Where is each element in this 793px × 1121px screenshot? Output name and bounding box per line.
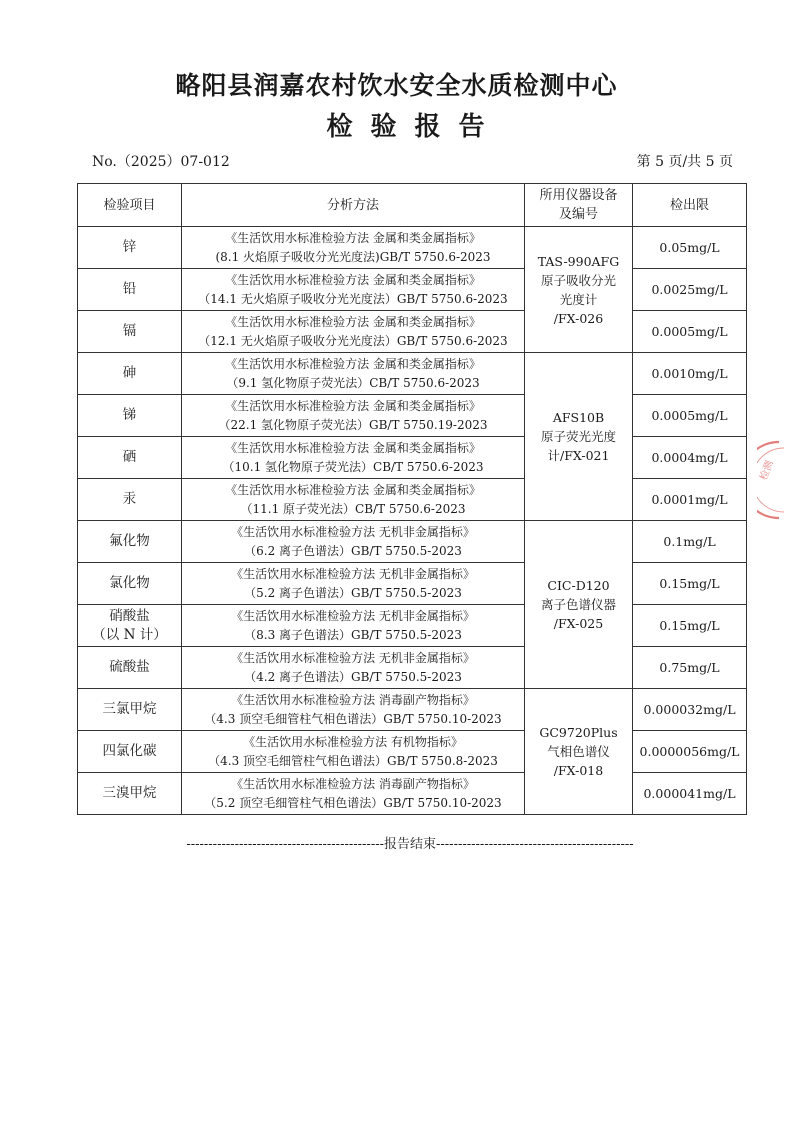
table-row [78,773,747,815]
test-item-cell [78,521,182,563]
detection-limit-cell: 0.0005mg/L [633,395,747,437]
instrument-text: 原子荧光光度 [540,429,616,444]
test-item-text: 硝酸盐 [109,607,150,624]
table-row [78,395,747,437]
test-item-text: 铅 [122,281,137,297]
detection-limit-cell: 0.0005mg/L [633,311,747,353]
method-text: （4.3 顶空毛细管柱气相色谱法）GB/T 5750.10-2023 [204,711,502,726]
table-row [78,731,747,773]
method-text: 《生活饮用水标准检验方法 金属和类金属指标》 [225,272,481,287]
test-item-cell [78,731,182,773]
instrument-text: 原子吸收分光 [540,272,616,288]
table-row [78,269,747,311]
header-method: 分析方法 [182,184,525,227]
test-item-text: 砷 [122,365,137,381]
detection-limit-cell: 0.000032mg/L [633,689,747,731]
detection-limit-cell: 0.0025mg/L [633,269,747,311]
method-text: （9.1 氢化物原子荧光法）CB/T 5750.6-2023 [226,375,480,390]
table-row [78,479,747,521]
detection-limit-cell: 0.0004mg/L [633,437,747,479]
method-text: 《生活饮用水标准检验方法 无机非金属指标》 [231,608,475,623]
test-item-cell [78,311,182,353]
method-cell [182,479,525,521]
test-item-cell [78,227,182,269]
detection-limit-cell: 0.0000056mg/L [633,731,747,773]
method-text: 《生活饮用水标准检验方法 金属和类金属指标》 [225,398,481,413]
detection-limit-cell: 0.000041mg/L [633,773,747,815]
method-cell [182,773,525,815]
table-row [78,353,747,395]
table-row [78,437,747,479]
header-instrument: 所用仪器设备及编号 [525,184,633,227]
method-cell [182,227,525,269]
detection-limit-cell: 0.0010mg/L [633,353,747,395]
method-text: 《生活饮用水标准检验方法 无机非金属指标》 [231,650,475,665]
header-item: 检验项目 [78,184,182,227]
instrument-text: AFS10B [552,410,605,425]
test-item-text: 三溴甲烷 [102,785,157,801]
test-item-text: 锌 [122,239,137,255]
method-text: （4.2 离子色谱法）GB/T 5750.5-2023 [244,669,462,684]
method-text: （12.1 无火焰原子吸收分光光度法）GB/T 5750.6-2023 [198,333,508,348]
instrument-text: /FX-026 [553,310,604,326]
method-cell [182,311,525,353]
method-text: （5.2 离子色谱法）GB/T 5750.5-2023 [244,585,462,600]
detection-limit-cell: 0.1mg/L [633,521,747,563]
instrument-cell [525,227,633,353]
instrument-text: 计/FX-021 [547,448,610,463]
test-item-cell [78,395,182,437]
instrument-text: /FX-018 [553,763,604,778]
test-item-text: 四氯化碳 [102,743,157,759]
method-cell [182,731,525,773]
report-end-line: ---------------------------------------------报告结束--------------------------------------------- [186,837,634,852]
method-text: （22.1 氢化物原子荧光法）GB/T 5750.19-2023 [218,417,488,432]
report-subtitle: 检验报告 [326,112,503,142]
header-limit: 检出限 [633,184,747,227]
method-text: 《生活饮用水标准检验方法 金属和类金属指标》 [225,440,481,455]
table-row [78,311,747,353]
test-item-text: 氯化物 [109,575,150,591]
instrument-text: /FX-025 [553,616,604,631]
detection-limit-cell: 0.15mg/L [633,605,747,647]
test-item-text: 三氯甲烷 [102,701,157,717]
method-text: （8.3 离子色谱法）GB/T 5750.5-2023 [244,627,462,642]
method-text: （6.2 离子色谱法）GB/T 5750.5-2023 [244,543,462,558]
report-number: No.（2025）07-012 [92,154,230,170]
method-text: （5.2 顶空毛细管柱气相色谱法）GB/T 5750.10-2023 [204,795,502,810]
method-cell [182,269,525,311]
test-item-text: 硒 [122,449,137,465]
test-item-text: 氟化物 [109,533,150,549]
method-text: 《生活饮用水标准检验方法 消毒副产物指标》 [231,692,475,707]
table-row [78,227,747,269]
test-item-cell [78,353,182,395]
method-text: （11.1 原子荧光法）CB/T 5750.6-2023 [240,501,466,516]
test-item-text: （以 N 计） [92,626,167,643]
method-text: 《生活饮用水标准检验方法 金属和类金属指标》 [225,314,481,329]
table-row [78,521,747,563]
test-item-cell [78,269,182,311]
method-text: （4.3 顶空毛细管柱气相色谱法）GB/T 5750.8-2023 [208,753,498,768]
table-row [78,647,747,689]
method-text: 《生活饮用水标准检验方法 有机物指标》 [243,734,463,749]
instrument-text: 气相色谱仪 [547,744,610,759]
table-header-row [78,184,747,227]
method-cell [182,353,525,395]
method-text: 《生活饮用水标准检验方法 金属和类金属指标》 [225,482,481,497]
table-row [78,689,747,731]
method-text: 《生活饮用水标准检验方法 金属和类金属指标》 [225,356,481,371]
instrument-cell [525,521,633,689]
method-text: 《生活饮用水标准检验方法 消毒副产物指标》 [231,776,475,791]
method-cell [182,395,525,437]
instrument-cell [525,353,633,521]
method-text: 《生活饮用水标准检验方法 无机非金属指标》 [231,566,475,581]
test-item-cell [78,647,182,689]
test-item-cell [78,479,182,521]
method-cell [182,437,525,479]
seal-stamp-fragment [757,440,793,520]
test-item-cell [78,689,182,731]
detection-limit-cell: 0.0001mg/L [633,479,747,521]
table-row [78,563,747,605]
results-table [77,183,747,815]
svg-text:检测: 检测 [758,459,776,482]
report-title: 略阳县润嘉农村饮水安全水质检测中心 [175,71,618,100]
method-text: (8.1 火焰原子吸收分光光度法)GB/T 5750.6-2023 [215,249,491,264]
instrument-text: 光度计 [559,291,598,307]
method-cell [182,605,525,647]
test-item-text: 硫酸盐 [109,659,150,675]
method-cell [182,689,525,731]
test-item-text: 汞 [122,491,137,507]
page-info: 第 5 页/共 5 页 [636,154,733,170]
method-text: 《生活饮用水标准检验方法 无机非金属指标》 [231,524,475,539]
instrument-text: TAS-990AFG [537,253,620,269]
detection-limit-cell: 0.05mg/L [633,227,747,269]
table-body [78,227,747,815]
instrument-text: 离子色谱仪器 [540,597,616,612]
test-item-cell [78,437,182,479]
method-text: （10.1 氢化物原子荧光法）CB/T 5750.6-2023 [222,459,484,474]
method-cell [182,563,525,605]
table-row [78,605,747,647]
instrument-cell [525,689,633,815]
test-item-text: 锑 [122,407,137,423]
test-item-cell [78,563,182,605]
method-text: 《生活饮用水标准检验方法 金属和类金属指标》 [225,230,481,245]
test-item-cell [78,773,182,815]
method-cell [182,647,525,689]
method-cell [182,521,525,563]
test-item-cell [78,605,182,647]
instrument-text: CIC-D120 [547,578,610,593]
instrument-text: GC9720Plus [539,725,618,740]
detection-limit-cell: 0.75mg/L [633,647,747,689]
method-text: （14.1 无火焰原子吸收分光光度法）GB/T 5750.6-2023 [198,291,508,306]
test-item-text: 镉 [122,323,137,339]
detection-limit-cell: 0.15mg/L [633,563,747,605]
